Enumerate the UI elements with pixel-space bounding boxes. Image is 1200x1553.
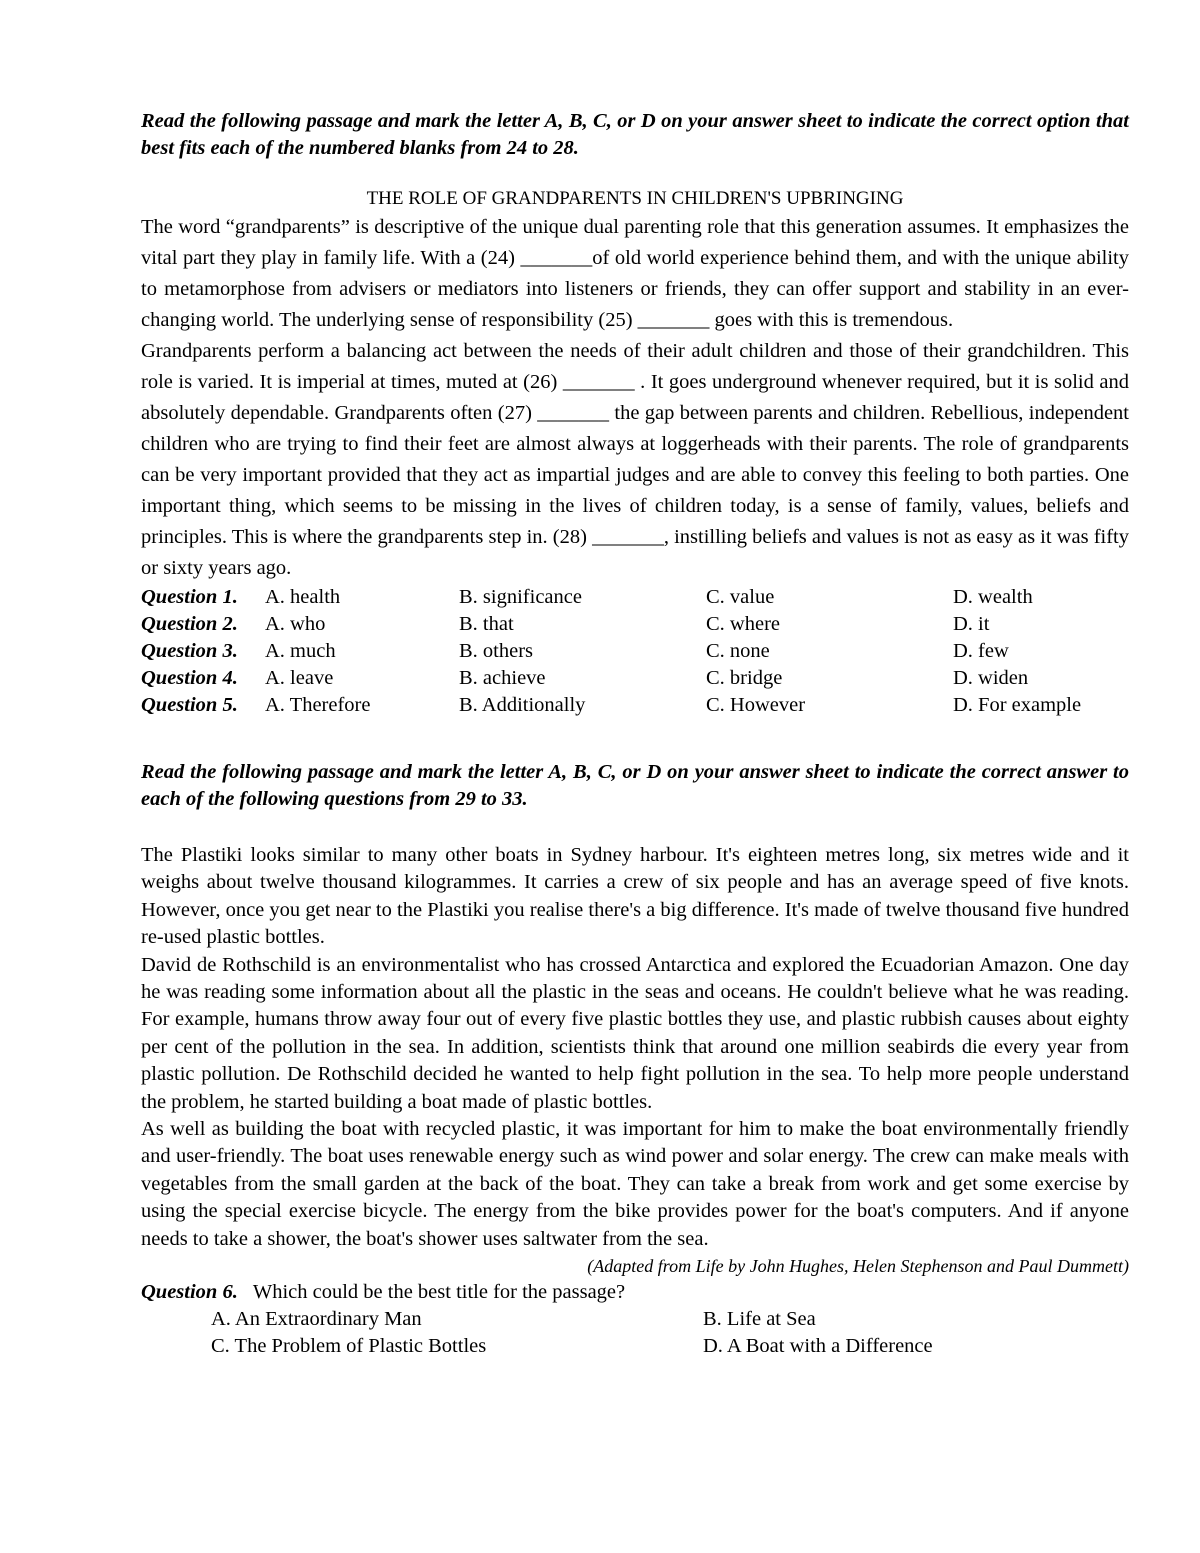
- question-label: Question 5.: [141, 694, 238, 716]
- question-6: [141, 1279, 1129, 1306]
- passage1-paragraph-2: Grandparents perform a balancing act between the needs of their adult children and those of their grandchildren. This role is varied. It is imperial at times, muted at (26) _______ . It goes underground whenever required, but it is solid and absolutely dependable. Grandparents often (27) _______ the gap between parents and children. Rebellious, independent children who are trying to find their feet are almost always at loggerheads with their parents. The role of grandparents can be very important provided that they act as impartial judges and are able to convey this feeling to both parties. One important thing, which seems to be missing in the lives of children today, is a sense of family, values, beliefs and principles. This is where the grandparents step in. (28) _______, instilling beliefs and values is not as easy as it was fifty or sixty years ago.: [141, 340, 1129, 579]
- option-d: D. it: [953, 613, 990, 635]
- option-b: B. Additionally: [459, 694, 586, 716]
- question-row: [141, 665, 1129, 692]
- document-page: [141, 108, 1129, 1360]
- option-c: C. bridge: [706, 667, 783, 689]
- question-label: Question 3.: [141, 640, 238, 662]
- option-b: B. significance: [459, 586, 582, 608]
- question-options-table: [141, 584, 1129, 719]
- question-label: Question 2.: [141, 613, 238, 635]
- option-d: D. few: [953, 640, 1009, 662]
- question-6-options: [141, 1306, 1129, 1360]
- question-row: [141, 638, 1129, 665]
- question-row: [141, 611, 1129, 638]
- passage2-paragraph-1: The Plastiki looks similar to many other boats in Sydney harbour. It's eighteen metres long, six metres wide and it weighs about twelve thousand kilogrammes. It carries a crew of six people and has an average speed of five knots. However, once you get near to the Plastiki you realise there's a big difference. It's made of twelve thousand five hundred re-used plastic bottles.: [141, 844, 1129, 949]
- option-b: B. that: [459, 613, 514, 635]
- option-c: C. However: [706, 694, 806, 716]
- passage1-paragraph-1: The word “grandparents” is descriptive of the unique dual parenting role that this generation assumes. It emphasizes the vital part they play in family life. With a (24) _______of old world experience behind them, and with the unique ability to metamorphose from advisers or mediators into listeners or friends, they can offer support and stability in an ever-changing world. The underlying sense of responsibility (25) _______ goes with this is tremendous.: [141, 216, 1129, 331]
- passage2-paragraph-3: As well as building the boat with recycled plastic, it was important for him to make the boat environmentally friendly and user-friendly. The boat uses renewable energy such as wind power and solar energy. The crew can make meals with vegetables from the small garden at the back of the boat. They can take a break from work and get some exercise by using the special exercise bicycle. The energy from the bike provides power for the boat's computers. And if anyone needs to take a shower, the boat's shower uses saltwater from the sea.: [141, 1118, 1129, 1250]
- question-label: Question 1.: [141, 586, 238, 608]
- option-b: B. Life at Sea: [703, 1308, 816, 1331]
- option-d: D. A Boat with a Difference: [703, 1335, 933, 1358]
- option-a: A. who: [265, 613, 326, 635]
- option-a: A. much: [265, 640, 336, 662]
- question-row: [141, 584, 1129, 611]
- section2-instruction: Read the following passage and mark the letter A, B, C, or D on your answer sheet to indicate the correct answer to each of the following questions from 29 to 33.: [141, 761, 1129, 810]
- option-c: C. where: [706, 613, 781, 635]
- option-a: A. An Extraordinary Man: [211, 1308, 422, 1331]
- source-citation: (Adapted from Life by John Hughes, Helen Stephenson and Paul Dummett): [587, 1256, 1129, 1277]
- question-label: Question 4.: [141, 667, 238, 689]
- option-b: B. others: [459, 640, 534, 662]
- question-stem: Which could be the best title for the passage?: [252, 1281, 626, 1304]
- option-b: B. achieve: [459, 667, 546, 689]
- option-a: A. Therefore: [265, 694, 371, 716]
- passage2-paragraph-2: David de Rothschild is an environmentalist who has crossed Antarctica and explored the Ecuadorian Amazon. One day he was reading some information about all the plastic in the seas and oceans. He couldn't believe what he was reading. For example, humans throw away four out of every five plastic bottles they use, and plastic rubbish causes about eighty per cent of the pollution in the sea. In addition, scientists think that around one million seabirds die every year from plastic pollution. De Rothschild decided he wanted to help fight pollution in the sea. To help more people understand the problem, he started building a boat made of plastic bottles.: [141, 953, 1129, 1113]
- question-label: Question 6.: [141, 1281, 238, 1304]
- option-c: C. The Problem of Plastic Bottles: [211, 1335, 487, 1358]
- option-c: C. value: [706, 586, 775, 608]
- option-c: C. none: [706, 640, 770, 662]
- passage-title: THE ROLE OF GRANDPARENTS IN CHILDREN'S UPBRINGING: [366, 188, 904, 209]
- option-d: D. widen: [953, 667, 1029, 689]
- question-row: [141, 692, 1129, 719]
- section1-instruction: Read the following passage and mark the letter A, B, C, or D on your answer sheet to indicate the correct option that best fits each of the numbered blanks from 24 to 28.: [141, 110, 1129, 159]
- option-a: A. leave: [265, 667, 334, 689]
- option-d: D. For example: [953, 694, 1082, 716]
- option-d: D. wealth: [953, 586, 1033, 608]
- option-a: A. health: [265, 586, 341, 608]
